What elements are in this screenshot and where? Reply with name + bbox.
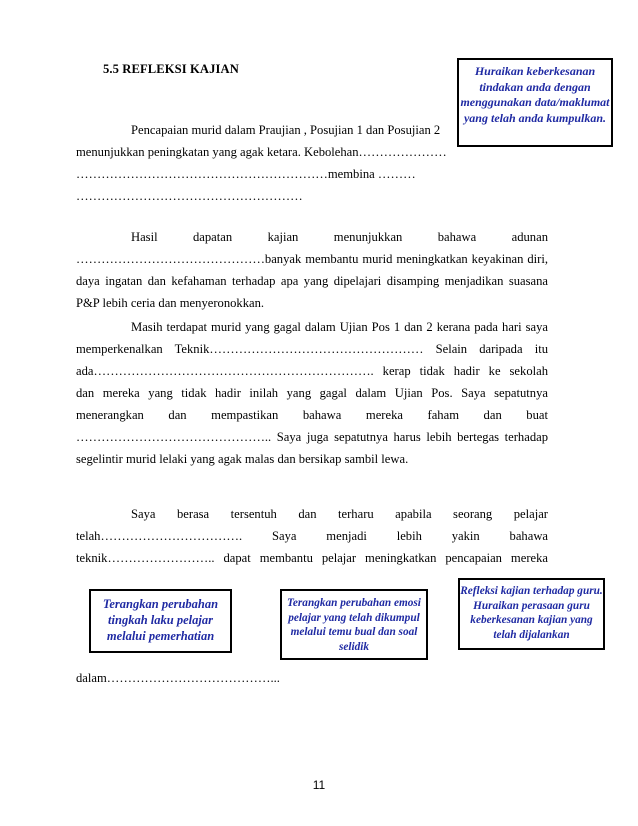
note-box-behaviour: Terangkan perubahan tingkah laku pelajar melalui pemerhatian xyxy=(89,589,232,653)
text-line: dalam…………………………………... xyxy=(76,671,280,685)
note-box-teacher-reflection: Refleksi kajian terhadap guru. Huraikan perasaan guru keberkesanan kajian yang telah dijalankan xyxy=(458,578,605,650)
text-line: Pencapaian murid dalam Praujian , Posujian 1 dan Posujian 2 xyxy=(131,123,441,137)
text-line: segelintir murid lelaki yang agak malas dan bersikap sambil lewa. xyxy=(76,452,409,466)
text-line: teknik…………………….. dapat membantu pelajar meningkatkan pencapaian mereka xyxy=(76,551,548,565)
text-line: ……………………………………………… xyxy=(76,189,303,203)
text-line: ada…………………………………………………………. kerap tidak hadir ke sekolah xyxy=(76,364,548,378)
text-line: dan mereka yang tidak hadir inilah yang gagal dalam Ujian Pos. Saya sepatutnya xyxy=(76,386,548,400)
note-box-effectiveness: Huraikan keberkesanan tindakan anda dengan menggunakan data/maklumat yang telah anda kumpulkan. xyxy=(457,58,613,147)
paragraph-failures xyxy=(76,316,548,470)
paragraph-achievement xyxy=(76,119,548,207)
text-line: Saya berasa tersentuh dan terharu apabila seorang pelajar xyxy=(131,507,548,521)
paragraph-reflection xyxy=(76,503,548,569)
section-heading: 5.5 REFLEKSI KAJIAN xyxy=(103,62,239,76)
text-line: daya ingatan dan kefahaman terhadap apa yang dipelajari disamping menjadikan suasana xyxy=(76,274,548,288)
text-line: Hasil dapatan kajian menunjukkan bahawa adunan xyxy=(131,230,548,244)
text-line: telah……………………………. Saya menjadi lebih yakin bahawa xyxy=(76,529,548,543)
paragraph-closing xyxy=(76,667,548,689)
text-line: ……………………………………………………membina ……… xyxy=(76,167,416,181)
text-line: menunjukkan peningkatan yang agak ketara. Kebolehan………………… xyxy=(76,145,447,159)
text-line: P&P lebih ceria dan menyeronokkan. xyxy=(76,296,265,310)
paragraph-findings xyxy=(76,226,548,314)
page-number: 11 xyxy=(312,778,326,792)
text-line: Masih terdapat murid yang gagal dalam Ujian Pos 1 dan 2 kerana pada hari saya xyxy=(131,320,548,334)
text-line: menerangkan dan mempastikan bahawa mereka faham dan buat xyxy=(76,408,548,422)
text-line: ………………………………………banyak membantu murid meningkatkan keyakinan diri, xyxy=(76,252,548,266)
text-line: memperkenalkan Teknik…………………………………………… Selain daripada itu xyxy=(76,342,548,356)
text-line: ……………………………………….. Saya juga sepatutnya harus lebih bertegas terhadap xyxy=(76,430,548,444)
note-box-emotion: Terangkan perubahan emosi pelajar yang telah dikumpul melalui temu bual dan soal selidik xyxy=(280,589,428,660)
